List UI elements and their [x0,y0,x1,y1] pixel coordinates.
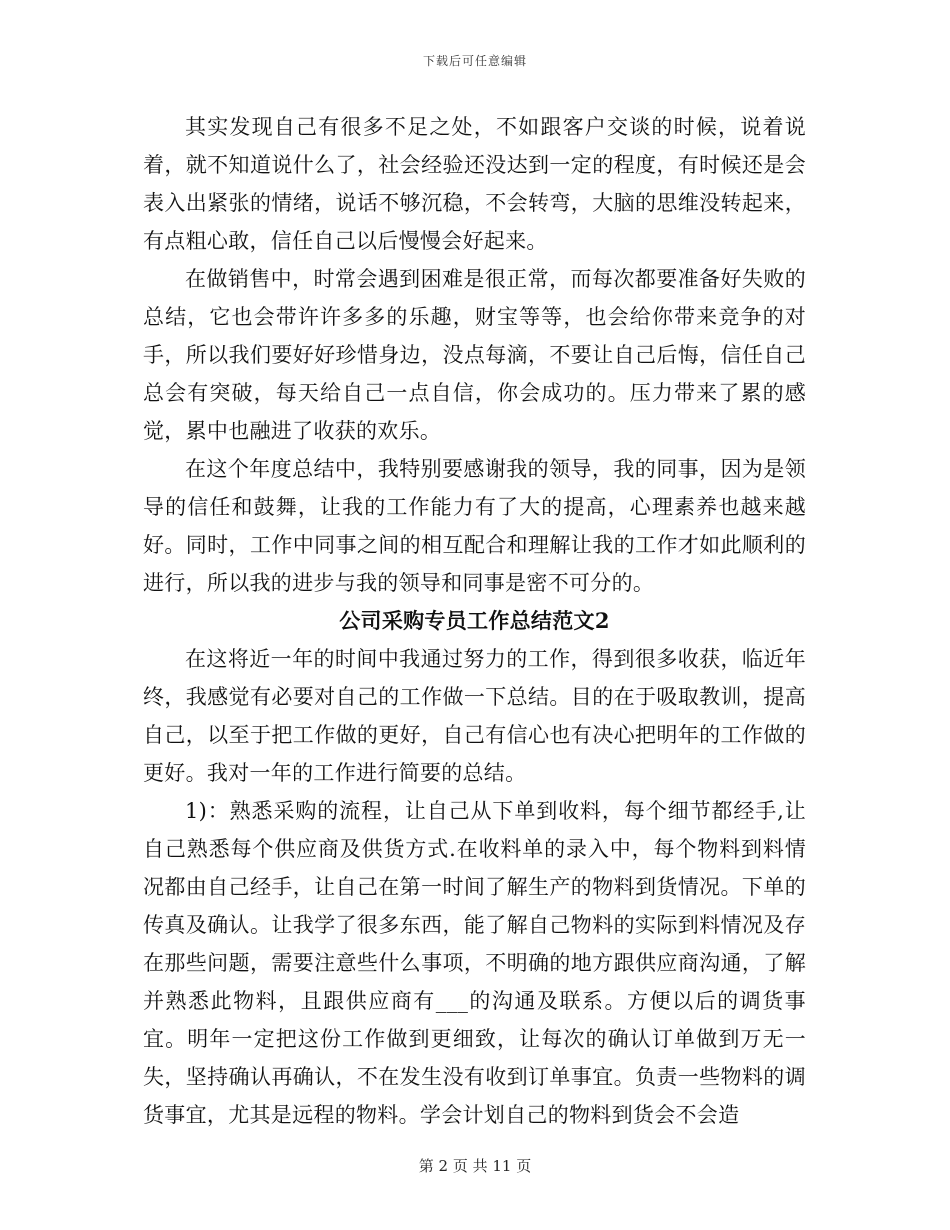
section-title: 公司采购专员工作总结范文2 [339,608,610,633]
paragraph-2: 在做销售中，时常会遇到困难是很正常，而每次都要准备好失败的总结，它也会带许许多多的乐趣，财宝等等，也会给你带来竞争的对手，所以我们要好好珍惜身边，没点每滴，不要让自己后悔，信任自己总会有突破，每天给自己一点自信，你会成功的。压力带来了累的感觉，累中也融进了收获的欢乐。 [143,267,806,443]
paragraph-1: 其实发现自己有很多不足之处，不如跟客户交谈的时候，说着说着，就不知道说什么了，社会经验还没达到一定的程度，有时候还是会表入出紧张的情绪，说话不够沉稳，不会转弯，大脑的思维没转起来，有点粗心敢，信任自己以后慢慢会好起来。 [143,115,806,253]
paragraph-3: 在这个年度总结中，我特别要感谢我的领导，我的同事，因为是领导的信任和鼓舞，让我的工作能力有了大的提高，心理素养也越来越好。同时，工作中同事之间的相互配合和理解让我的工作才如此顺利的进行，所以我的进步与我的领导和同事是密不可分的。 [143,457,806,595]
paragraph-5: 1)：熟悉采购的流程，让自己从下单到收料，每个细节都经手,让自己熟悉每个供应商及供货方式.在收料单的录入中，每个物料到料情况都由自己经手，让自己在第一时间了解生产的物料到货情况。下单的传真及确认。让我学了很多东西，能了解自己物料的实际到料情况及存在那些问题，需要注意些什么事项，不明确的地方跟供应商沟通，了解并熟悉此物料，且跟供应商有___的沟通及联系。方便以后的调货事宜。明年一定把这份工作做到更细致，让每次的确认订单做到万无一失，坚持确认再确认，不在发生没有收到订单事宜。负责一些物料的调货事宜，尤其是远程的物料。学会计划自己的物料到货会不会造 [143,799,806,1127]
document-body [143,108,806,1134]
paragraph-4: 在这将近一年的时间中我通过努力的工作，得到很多收获，临近年终，我感觉有必要对自己的工作做一下总结。目的在于吸取教训，提高自己，以至于把工作做的更好，自己有信心也有决心把明年的工作做的更好。我对一年的工作进行简要的总结。 [143,647,806,785]
page-footer: 第 2 页 共 11 页 [418,1157,532,1175]
page-header: 下载后可任意编辑 [422,54,527,68]
